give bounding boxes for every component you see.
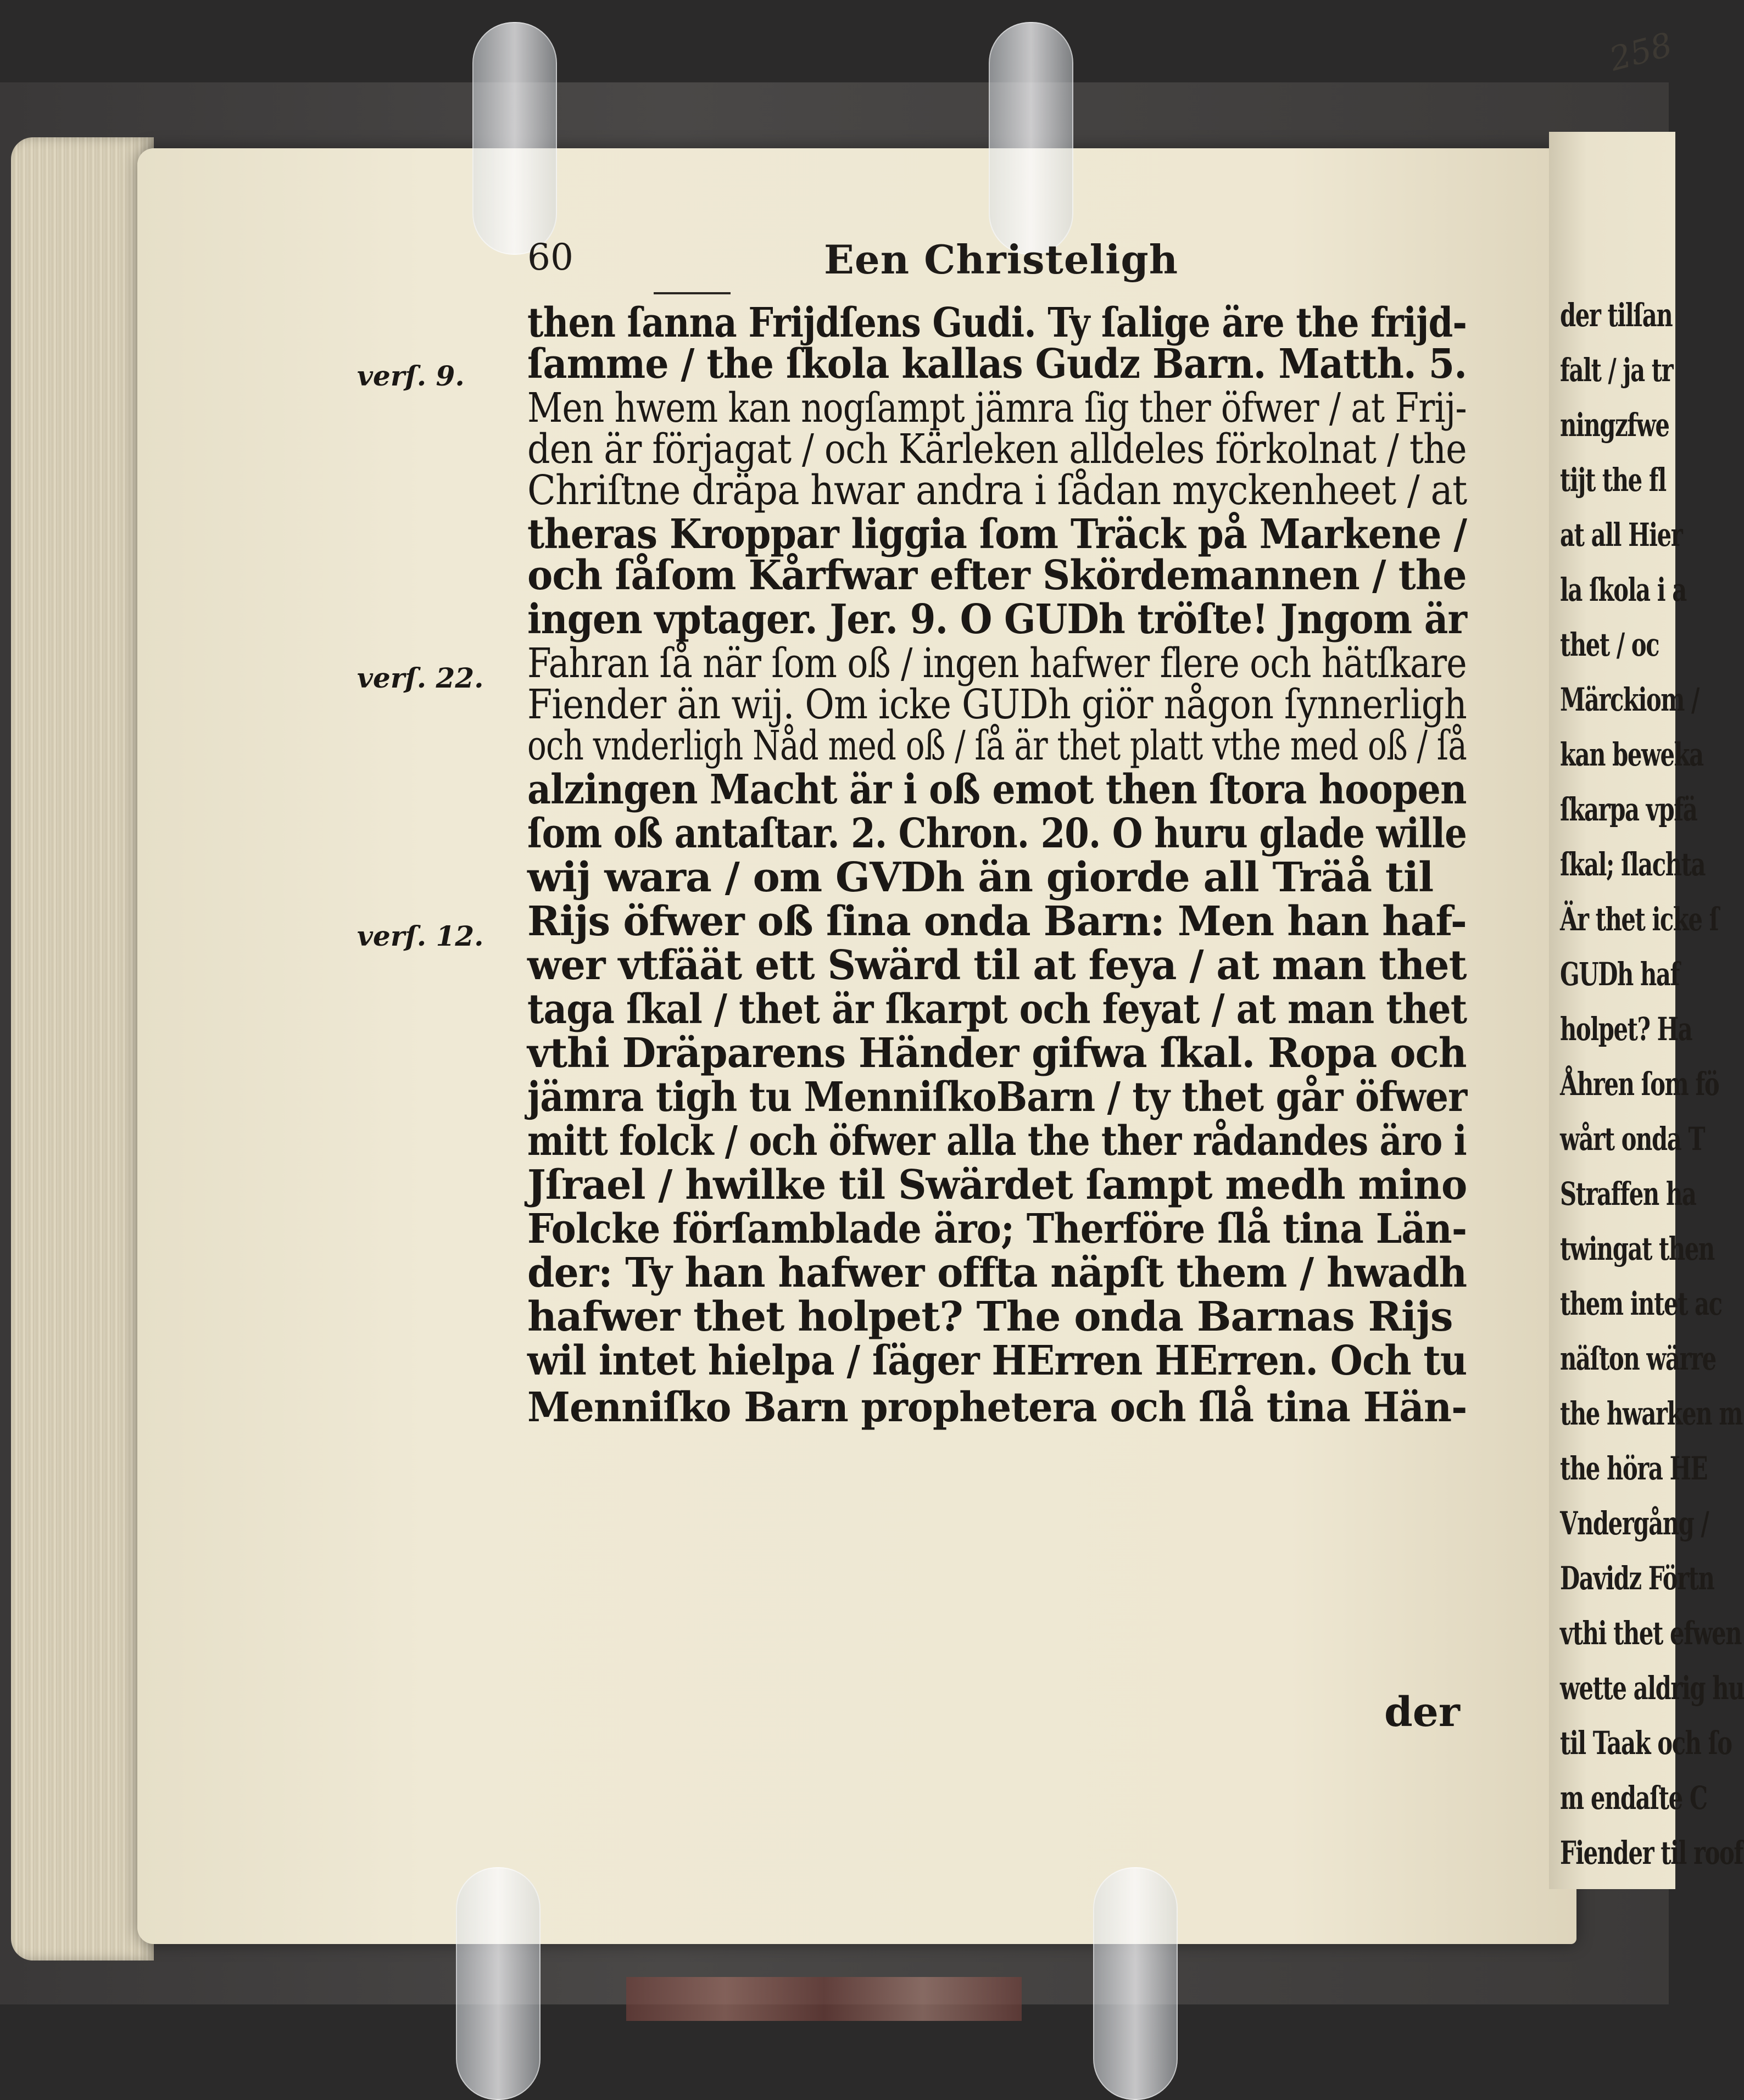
text-line: och ſåſom Kårfwar efter Skördemannen / the: [527, 552, 1467, 599]
facing-page-line: at all Hier: [1560, 516, 1682, 554]
text-line: taga ſkal / thet är ſkarpt och feyat / at man thet: [527, 986, 1467, 1033]
facing-page-line: ſkarpa vpfä: [1560, 791, 1697, 828]
facing-page-line: the höra HE: [1560, 1450, 1708, 1487]
margin-ref-vers-22: verſ. 22.: [357, 662, 484, 694]
facing-page-line: tijt the fl: [1560, 461, 1666, 499]
top-left-clip: [472, 22, 557, 255]
text-line: alzingen Macht är i oß emot then ſtora hoopen: [527, 766, 1467, 813]
bottom-left-clip: [456, 1867, 541, 2100]
text-line: Chriſtne dräpa hwar andra i ſådan myckenheet / at: [527, 467, 1467, 514]
pencil-page-number: 258: [1605, 25, 1676, 79]
bookmark-ribbon: [626, 1977, 1022, 2021]
facing-page-line: holpet? Ha: [1560, 1010, 1692, 1048]
facing-page-line: ſkal; ſlachta: [1560, 846, 1706, 883]
facing-page-line: kan beweka: [1560, 736, 1703, 773]
facing-page-line: Åhren ſom fö: [1560, 1065, 1719, 1103]
text-line: Fiender än wij. Om icke GUDh giör någon ſynnerligh: [527, 681, 1467, 728]
margin-ref-vers-9: verſ. 9.: [357, 360, 465, 392]
facing-page-line: Fiender til roof: [1560, 1834, 1743, 1872]
facing-page-line: ningzfwe: [1560, 406, 1669, 444]
facing-page-line: Straffen ha: [1560, 1175, 1696, 1213]
margin-ref-vers-12: verſ. 12.: [357, 920, 484, 952]
facing-page-line: twingat then: [1560, 1230, 1714, 1267]
facing-page-line: Märckiom /: [1560, 681, 1699, 718]
facing-page-line: Är thet icke ſ: [1560, 901, 1719, 938]
text-line: den är förjagat / och Kärleken alldeles förkolnat / the: [527, 426, 1467, 473]
running-title: Een Christeligh: [824, 236, 1179, 283]
text-line: Folcke förſamblade äro; Therföre ſlå tina Län-: [527, 1205, 1467, 1253]
text-line: mitt folck / och öfwer alla the ther rådandes äro i: [527, 1118, 1467, 1165]
facing-page-line: Vndergång /: [1560, 1505, 1709, 1542]
facing-page-line: til Taak och ſo: [1560, 1724, 1732, 1762]
text-line: ſamme / the ſkola kallas Gudz Barn. Matth. 5.: [527, 340, 1467, 388]
head-rule: [654, 292, 731, 294]
facing-page-line: wårt onda T: [1560, 1120, 1705, 1158]
text-line: och vnderligh Nåd med oß / ſå är thet platt vthe med oß / ſå: [527, 722, 1467, 769]
facing-page-line: der tilſan: [1560, 297, 1673, 334]
facing-page-line: GUDh haf: [1560, 956, 1680, 993]
text-line: then ſanna Frijdſens Gudi. Ty ſalige äre the frijd-: [527, 299, 1467, 347]
text-line: ſom oß antaſtar. 2. Chron. 20. O huru glade wille: [527, 810, 1467, 857]
text-line: ingen vptager. Jer. 9. O GUDh tröſte! Jngom är: [527, 596, 1467, 643]
top-right-clip: [989, 22, 1073, 255]
text-line: theras Kroppar liggia ſom Träck på Markene /: [527, 511, 1467, 558]
text-line: Fahran ſå när ſom oß / ingen hafwer flere och hätſkare: [527, 640, 1467, 687]
text-line: hafwer thet holpet? The onda Barnas Rijs: [527, 1293, 1453, 1341]
text-line: jämra tigh tu MenniſkoBarn / ty thet går öfwer: [527, 1074, 1467, 1121]
text-line: Men hwem kan nogſampt jämra ſig ther öfwer / at Frij-: [527, 384, 1467, 432]
text-line: der: Ty han hafwer offta näpſt them / hwadh: [527, 1249, 1467, 1297]
text-line: wer vtfäät ett Swärd til at feya / at man thet: [527, 942, 1467, 989]
facing-page-line: the hwarken m: [1560, 1395, 1742, 1432]
page-number: 60: [527, 236, 573, 278]
facing-page-line: falt / ja tr: [1560, 351, 1673, 389]
bottom-right-clip: [1093, 1867, 1178, 2100]
facing-page-line: m endaſte C: [1560, 1779, 1707, 1817]
facing-page-line: wette aldrig hu: [1560, 1669, 1744, 1707]
text-line: Jſrael / hwilke til Swärdet ſampt medh mino: [527, 1161, 1467, 1209]
text-line: vthi Dräparens Händer gifwa ſkal. Ropa och: [527, 1030, 1467, 1077]
facing-page-line: thet / oc: [1560, 626, 1659, 663]
text-line: wij wara / om GVDh än giorde all Träå til: [527, 854, 1434, 901]
catchword: der: [1384, 1689, 1460, 1736]
facing-page-line: them intet ac: [1560, 1285, 1722, 1322]
text-line: Rijs öfwer oß ſina onda Barn: Men han haf-: [527, 898, 1467, 945]
text-line: Menniſko Barn prophetera och ſlå tina Hän-: [527, 1384, 1467, 1431]
text-line: wil intet hielpa / ſäger HErren HErren. Och tu: [527, 1337, 1467, 1384]
facing-page-line: Davidz Förtn: [1560, 1560, 1714, 1597]
facing-page: [1549, 132, 1744, 1889]
facing-page-line: vthi thet efwen: [1560, 1615, 1742, 1652]
facing-page-line: la ſkola i a: [1560, 571, 1686, 608]
facing-page-line: näſton wärre: [1560, 1340, 1716, 1377]
book-page-edges: [11, 137, 154, 1961]
